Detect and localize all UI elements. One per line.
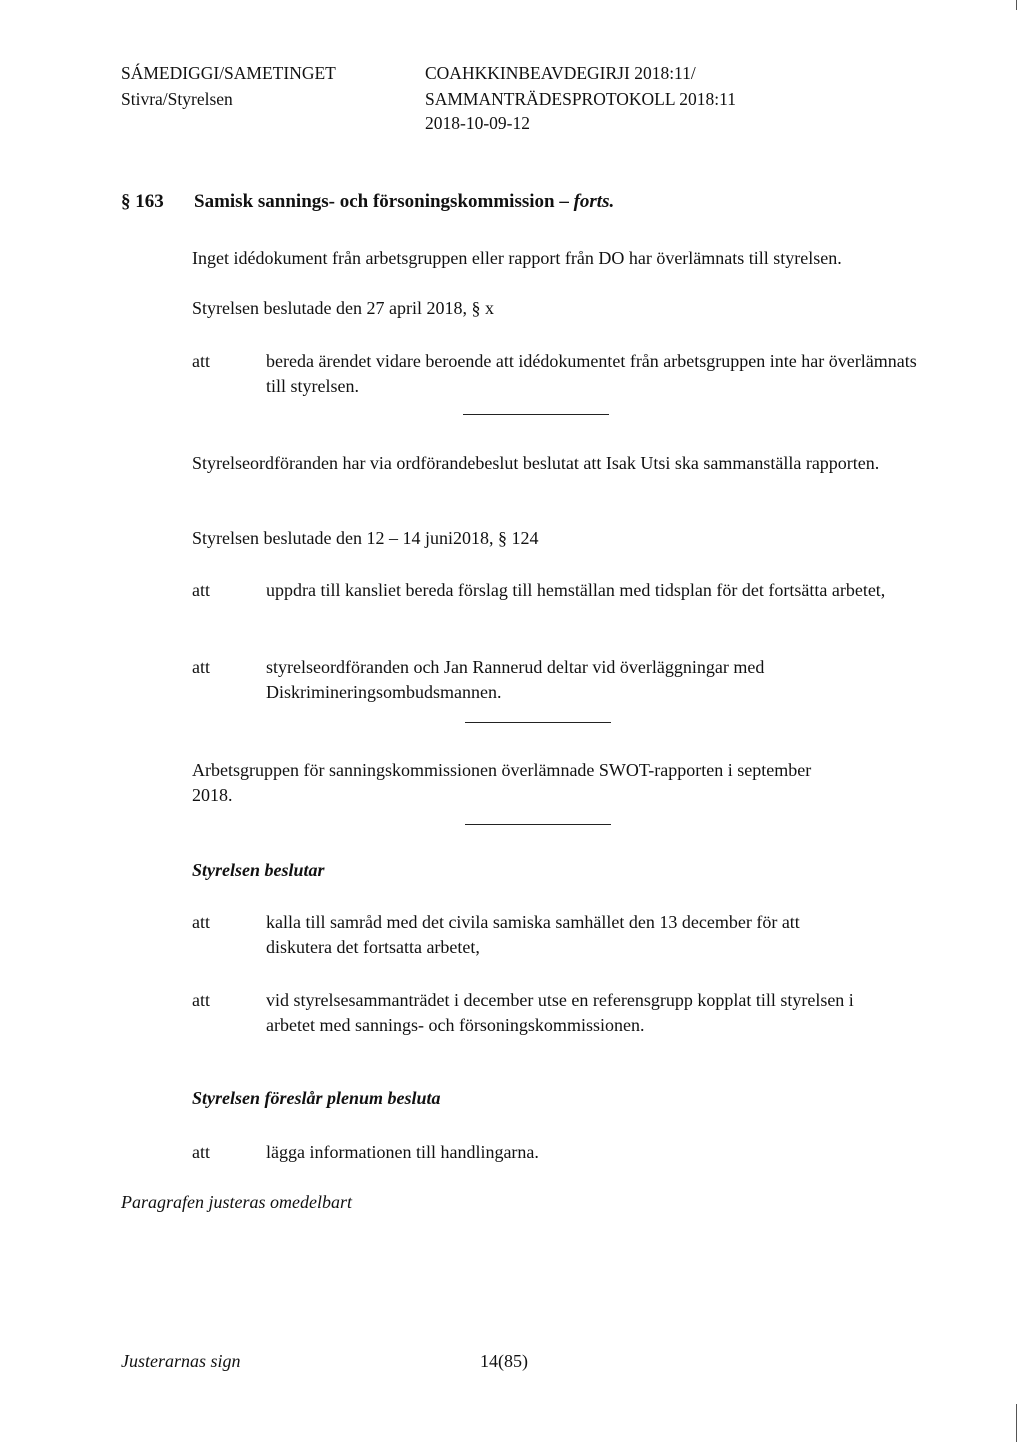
meeting-date: 2018-10-09-12 (425, 113, 530, 133)
att-label: att (192, 351, 210, 371)
att-label: att (192, 580, 210, 600)
plenum-heading: Styrelsen föreslår plenum besluta (192, 1088, 441, 1108)
section-number: § 163 (121, 191, 164, 212)
scan-edge-mark (1016, 0, 1017, 10)
paragraph-swot-report: Arbetsgruppen för sanningskommissionen överlämnade SWOT-rapporten i september 2018. (192, 760, 812, 805)
scan-edge-mark (1016, 1404, 1017, 1442)
paragraph-decision-april: Styrelsen beslutade den 27 april 2018, § x (192, 298, 494, 318)
protocol-id: COAHKKINBEAVDEGIRJI 2018:11/ (425, 63, 696, 83)
separator-line (465, 722, 611, 723)
plenum-clause-1: lägga informationen till handlingarna. (266, 1142, 539, 1162)
organization-name: SÁMEDIGGI/SAMETINGET (121, 63, 336, 83)
decision-june-clause-2: styrelseordföranden och Jan Rannerud deltar vid överläggningar med Diskrimineringsombudsmannen. (266, 657, 765, 702)
board-decides-heading: Styrelsen beslutar (192, 860, 325, 880)
section-title-suffix: forts. (573, 191, 615, 212)
separator-line (465, 824, 611, 825)
board-decides-clause-1: kalla till samråd med det civila samiska samhället den 13 december för att diskutera det fortsatta arbetet, (266, 912, 800, 957)
section-title (194, 191, 614, 213)
page-number: 14(85) (480, 1351, 528, 1371)
protocol-title: SAMMANTRÄDESPROTOKOLL 2018:11 (425, 89, 736, 109)
att-label: att (192, 1142, 210, 1162)
att-label: att (192, 657, 210, 677)
signature-label: Justerarnas sign (121, 1351, 241, 1371)
decision-june-clause-1: uppdra till kansliet bereda förslag till hemställan med tidsplan för det fortsätta arbetet, (266, 580, 886, 600)
paragraph-decision-june: Styrelsen beslutade den 12 – 14 juni2018, § 124 (192, 528, 539, 548)
separator-line (463, 414, 609, 415)
organization-unit: Stivra/Styrelsen (121, 89, 233, 109)
justering-note: Paragrafen justeras omedelbart (121, 1192, 352, 1212)
paragraph-chair-decision: Styrelseordföranden har via ordförandebeslut beslutat att Isak Utsi ska sammanställa rapporten. (192, 453, 880, 473)
att-label: att (192, 990, 210, 1010)
paragraph-no-document: Inget idédokument från arbetsgruppen eller rapport från DO har överlämnats till styrelsen. (192, 248, 842, 268)
att-label: att (192, 912, 210, 932)
section-title-text: Samisk sannings- och försoningskommission – (194, 191, 569, 212)
decision-april-clause-1: bereda ärendet vidare beroende att idédokumentet från arbetsgruppen inte har överlämnats till styrelsen. (266, 351, 917, 396)
board-decides-clause-2: vid styrelsesammanträdet i december utse en referensgrupp kopplat till styrelsen i arbetet med sannings- och försoningskommissionen. (266, 990, 854, 1035)
